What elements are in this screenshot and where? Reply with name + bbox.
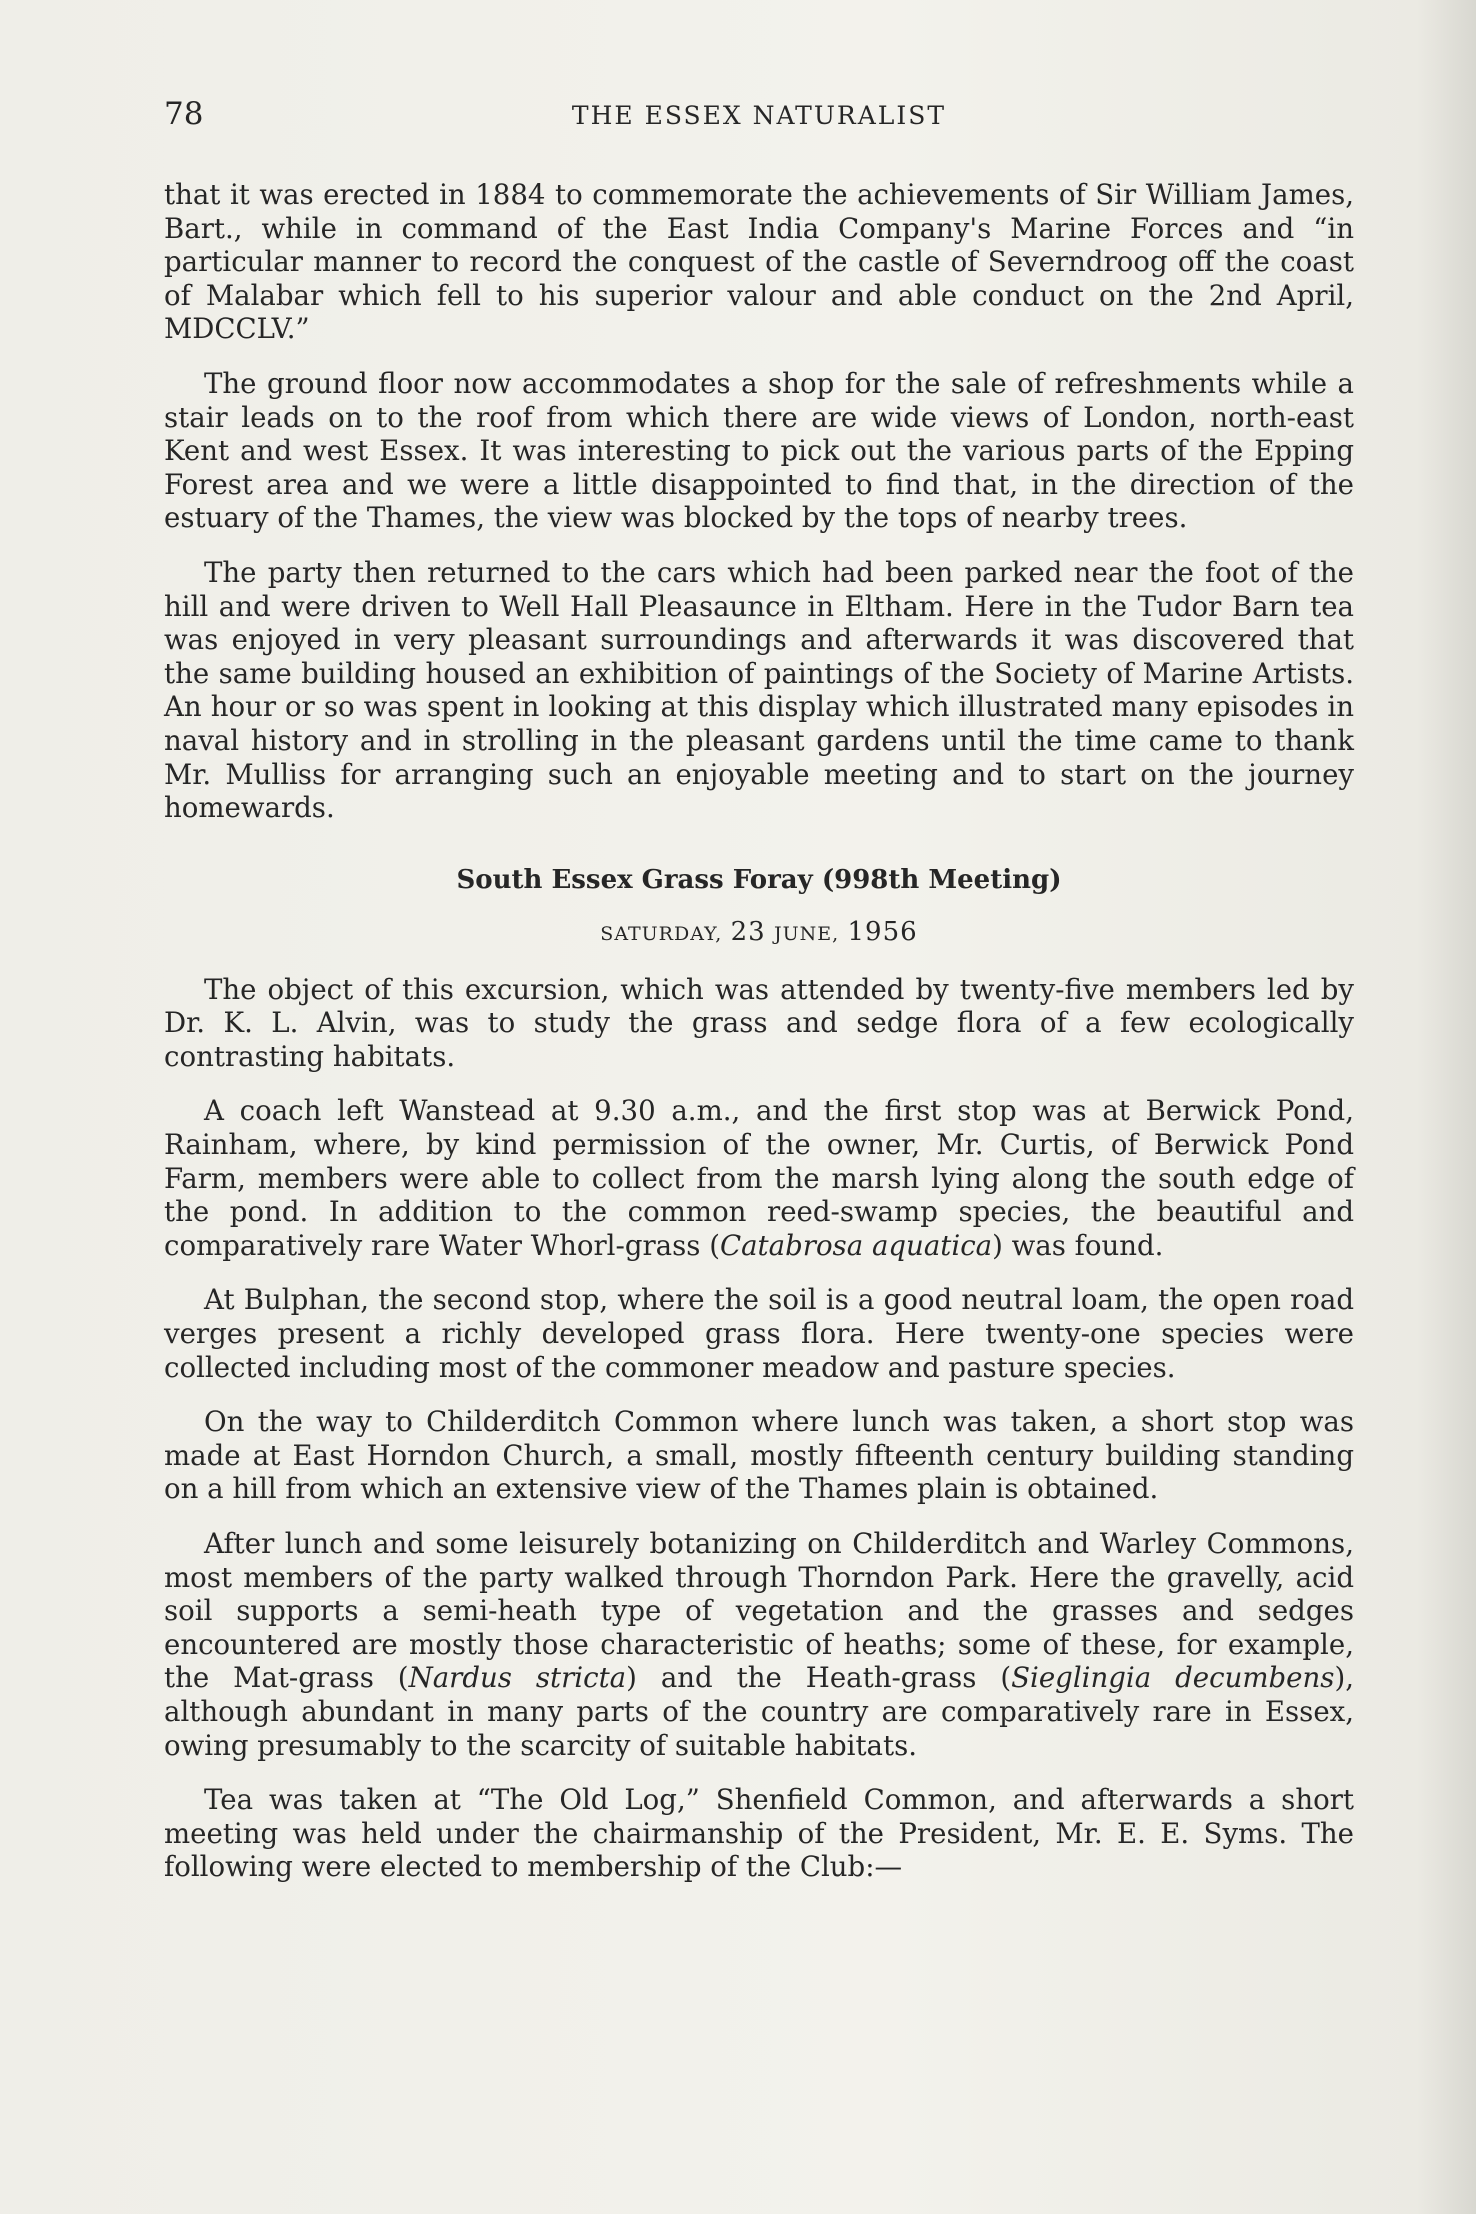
date-weekday: SATURDAY, — [600, 922, 723, 945]
body-text — [164, 178, 1354, 1905]
paragraph-return: The party then returned to the cars which had been parked near the foot of the hill and were driven to Well Hall Pleasaunce in Eltham. Here in the Tudor Barn tea was enjoyed in very pleasant surroundings and afterwards it was discovered that the same building housed an exhibition of paintings of the Society of Marine Artists. An hour or so was spent in looking at this display which illustrated many episodes in naval history and in strolling in the pleasant gardens until the time came to thank Mr. Mulliss for arranging such an enjoyable meeting and to start on the journey homewards. — [164, 555, 1354, 825]
species-name: Catabrosa aquatica — [719, 1228, 993, 1262]
paragraph-thorndon-park — [164, 1527, 1354, 1762]
running-title: THE ESSEX NATURALIST — [571, 101, 947, 130]
date-month: JUNE, — [774, 922, 840, 945]
paragraph-object: The object of this excursion, which was attended by twenty-five members led by Dr. K. L. Alvin, was to study the grass and sedge flora of a few ecologically contrasting habitats. — [164, 972, 1354, 1073]
paragraph-continuation: that it was erected in 1884 to commemorate the achievements of Sir William James, Bart., while in command of the East India Company's Marine Forces and “in particular manner to record the conquest of the castle of Severndroog off the coast of Malabar which fell to his superior valour and able conduct on the 2nd April, MDCCLV.” — [164, 178, 1354, 346]
date-year: 1956 — [847, 916, 918, 947]
section-heading: South Essex Grass Foray (998th Meeting) — [456, 864, 1062, 895]
date-day: 23 — [730, 916, 766, 947]
paragraph-berwick-pond — [164, 1094, 1354, 1262]
paragraph-view: The ground floor now accommodates a shop for the sale of refreshments while a stair leads on to the roof from which there are wide views of London, north-east Kent and west Essex. It was interesting to pick out the various parts of the Epping Forest area and we were a little disappointed to find that, in the direction of the estuary of the Thames, the view was blocked by the tops of nearby trees. — [164, 366, 1354, 535]
text-run: After lunch and some leisurely botanizing on Childerditch and Warley Commons, most members of the party walked through Thorndon Park. Here the gravelly, acid soil supports a semi-heath type of vegetation and the grasses and sedges encountered are mostly those characteristic of heaths; some of these, for example, the Mat-grass ( — [164, 1527, 1354, 1695]
section-date — [164, 917, 1354, 949]
paragraph-childerditch: On the way to Childerditch Common where lunch was taken, a short stop was made at East Horndon Church, a small, mostly fifteenth century building standing on a hill from which an extensive view of the Thames plain is obtained. — [164, 1405, 1354, 1506]
text-run: A coach left Wanstead at 9.30 a.m., and the first stop was at Berwick Pond, Rainham, where, by kind permission of the owner, Mr. Curtis, of Berwick Pond Farm, members were able to collect from the marsh lying along the south edge of the pond. In addition to the common reed-swamp species, the beautiful and comparatively rare Water Whorl-grass ( — [164, 1094, 1354, 1262]
page-header — [164, 94, 1354, 134]
paragraph-bulphan: At Bulphan, the second stop, where the soil is a good neutral loam, the open road verges present a richly developed grass flora. Here twenty-one species were collected including most of the commoner meadow and pasture species. — [164, 1283, 1354, 1384]
paragraph-tea: Tea was taken at “The Old Log,” Shenfield Common, and afterwards a short meeting was held under the chairmanship of the President, Mr. E. E. Syms. The following were elected to membership of the Club:— — [164, 1783, 1354, 1884]
page-number: 78 — [164, 96, 204, 132]
species-name: Nardus stricta — [408, 1661, 627, 1695]
text-run: ), although abundant in many parts of the country are comparatively rare in Essex, owing presumably to the scarcity of suitable habitats. — [164, 1661, 1354, 1762]
text-run: ) and the Heath-grass ( — [626, 1661, 1012, 1695]
species-name: Sieglingia decumbens — [1011, 1661, 1335, 1695]
text-run: ) was found. — [992, 1228, 1164, 1262]
